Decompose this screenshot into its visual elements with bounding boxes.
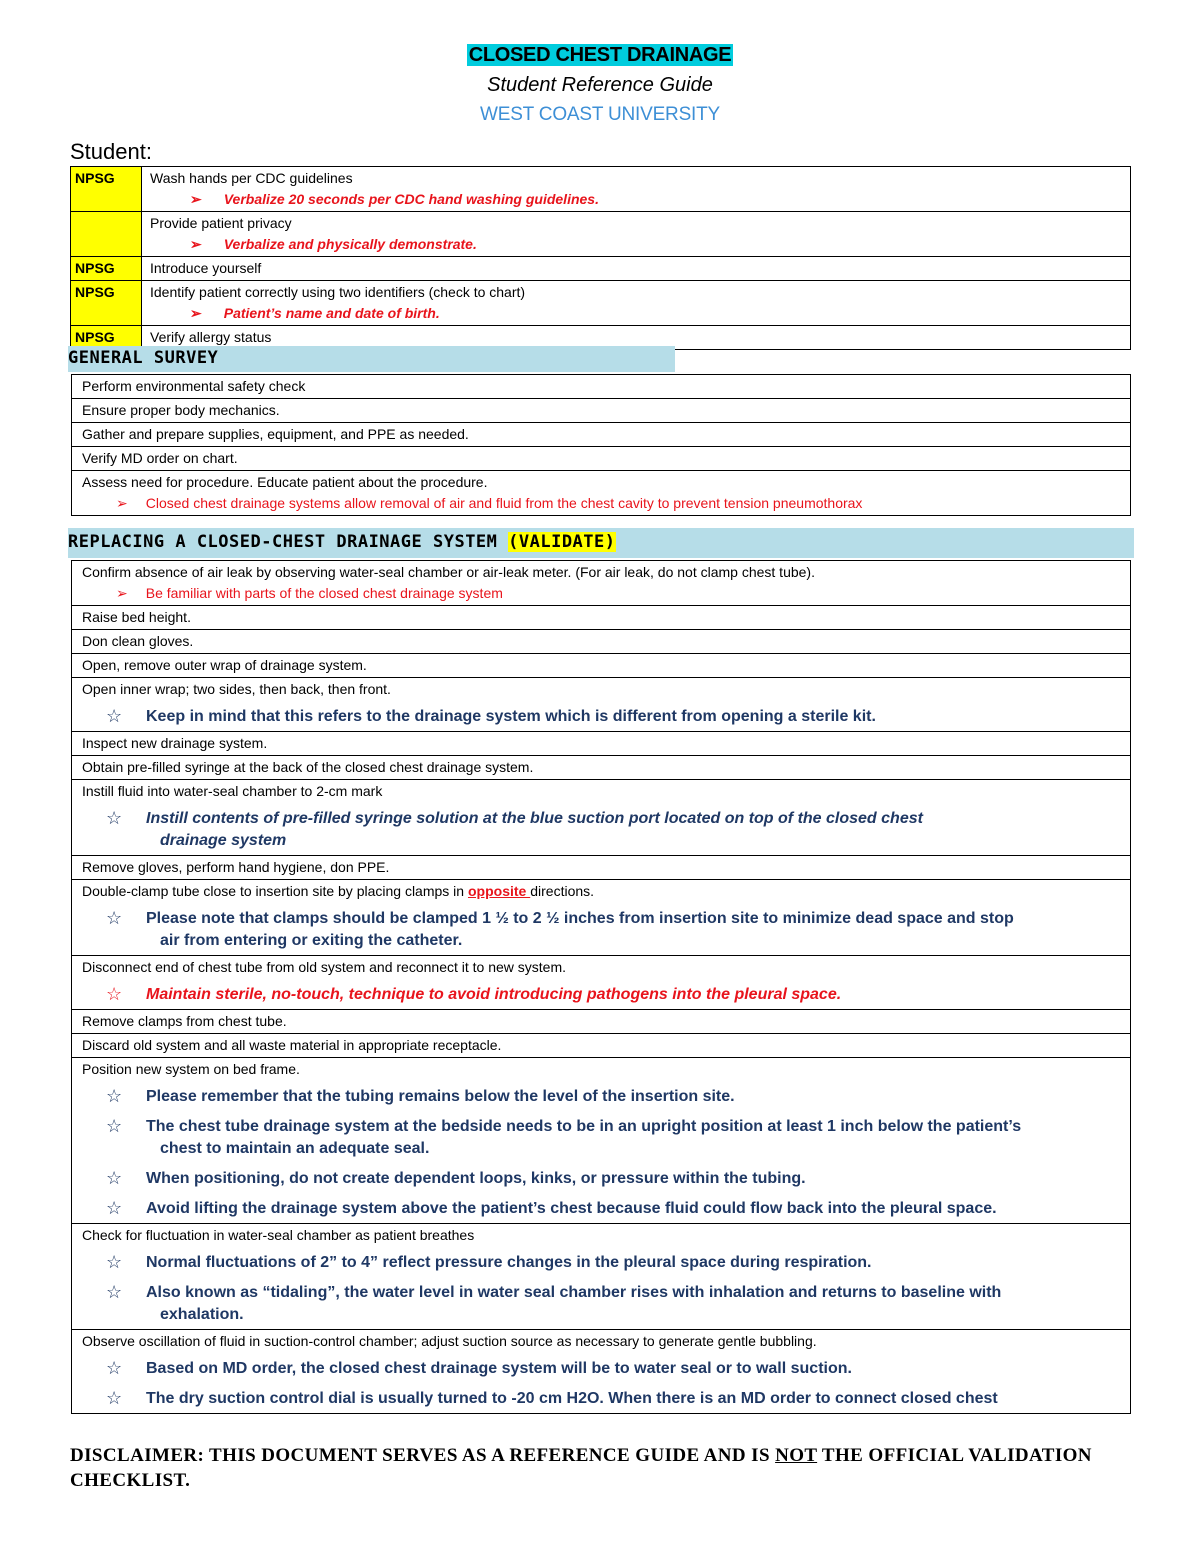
checklist-item: Discard old system and all waste material in appropriate receptacle. xyxy=(72,1034,1131,1058)
table-row xyxy=(72,561,1131,606)
checklist-item: Provide patient privacy ➢ Verbalize and physically demonstrate. xyxy=(142,212,1131,257)
table-row xyxy=(72,732,1131,756)
star-icon: ☆ xyxy=(106,1168,123,1188)
section-heading-replacing: REPLACING A CLOSED-CHEST DRAINAGE SYSTEM (VALIDATE) xyxy=(68,528,1134,558)
npsg-tag: NPSG xyxy=(71,326,142,350)
document-subtitle: Student Reference Guide xyxy=(487,74,713,96)
table-row xyxy=(72,1010,1131,1034)
checklist-item: Disconnect end of chest tube from old system and reconnect it to new system. ☆ Maintain sterile, no-touch, technique to avoid introducing pathogens into the pleural space. xyxy=(72,956,1131,1010)
disclaimer: DISCLAIMER: THIS DOCUMENT SERVES AS A REFERENCE GUIDE AND IS NOT THE OFFICIAL VALIDATION CHECKLIST. xyxy=(70,1445,1092,1491)
general-survey-table xyxy=(71,374,1131,516)
star-icon: ☆ xyxy=(106,808,123,828)
table-row xyxy=(72,1330,1131,1414)
star-icon: ☆ xyxy=(106,1198,123,1218)
star-icon: ☆ xyxy=(106,1116,123,1136)
checklist-item: Gather and prepare supplies, equipment, and PPE as needed. xyxy=(72,423,1131,447)
checklist-item: Ensure proper body mechanics. xyxy=(72,399,1131,423)
checklist-item: Remove clamps from chest tube. xyxy=(72,1010,1131,1034)
star-icon: ☆ xyxy=(106,1358,123,1378)
replacing-table xyxy=(71,560,1131,1414)
table-row xyxy=(71,281,1131,326)
checklist-item: Position new system on bed frame. ☆ Please remember that the tubing remains below the level of the insertion site. ☆ The chest tube drainage system at the bedside needs to be in an upright position at least 1 inch below the patient’s chest to maintain an adequate seal. ☆ When positioning, do not create dependent loops, kinks, or pressure within the tubing. ☆ Avoid lifting the drainage system above the patient’s chest because fluid could flow back into the pleural space. xyxy=(72,1058,1131,1224)
checklist-item: Perform environmental safety check xyxy=(72,375,1131,399)
opposite-emphasis: opposite xyxy=(467,883,531,899)
table-row xyxy=(72,1034,1131,1058)
npsg-tag: NPSG xyxy=(71,167,142,212)
table-row xyxy=(71,212,1131,257)
checklist-item: Remove gloves, perform hand hygiene, don PPE. xyxy=(72,856,1131,880)
star-icon: ☆ xyxy=(106,984,123,1004)
table-row xyxy=(72,880,1131,956)
star-icon: ☆ xyxy=(106,1282,123,1302)
arrow-bullet-icon: ➢ xyxy=(190,236,202,252)
npsg-table xyxy=(70,166,1131,350)
checklist-item: Don clean gloves. xyxy=(72,630,1131,654)
table-row xyxy=(72,780,1131,856)
star-icon: ☆ xyxy=(106,1252,123,1272)
table-row xyxy=(72,956,1131,1010)
checklist-item: Open, remove outer wrap of drainage system. xyxy=(72,654,1131,678)
table-row xyxy=(71,257,1131,281)
table-row xyxy=(72,1058,1131,1224)
university-name: WEST COAST UNIVERSITY xyxy=(479,104,721,125)
npsg-tag: NPSG xyxy=(71,281,142,326)
checklist-item: Open inner wrap; two sides, then back, then front. ☆ Keep in mind that this refers to the drainage system which is different from opening a sterile kit. xyxy=(72,678,1131,732)
arrow-bullet-icon: ➢ xyxy=(116,495,128,511)
table-row xyxy=(72,630,1131,654)
table-row xyxy=(72,375,1131,399)
checklist-item: Raise bed height. xyxy=(72,606,1131,630)
checklist-item: Verify MD order on chart. xyxy=(72,447,1131,471)
star-icon: ☆ xyxy=(106,1086,123,1106)
checklist-item: Observe oscillation of fluid in suction-control chamber; adjust suction source as necessary to generate gentle bubbling. ☆ Based on MD order, the closed chest drainage system will be to water seal or to wall suction. ☆ The dry suction control dial is usually turned to -20 cm H2O. When there is an MD order to connect closed chest xyxy=(72,1330,1131,1414)
npsg-tag xyxy=(71,212,142,257)
checklist-item: Inspect new drainage system. xyxy=(72,732,1131,756)
section-heading-general-survey: GENERAL SURVEY xyxy=(68,346,675,372)
star-icon: ☆ xyxy=(106,1388,123,1408)
table-row xyxy=(72,756,1131,780)
checklist-item: Introduce yourself xyxy=(142,257,1131,281)
table-row xyxy=(72,606,1131,630)
table-row xyxy=(72,678,1131,732)
student-label: Student: xyxy=(70,139,152,164)
checklist-item: Obtain pre-filled syringe at the back of the closed chest drainage system. xyxy=(72,756,1131,780)
table-row xyxy=(72,471,1131,516)
star-icon: ☆ xyxy=(106,706,123,726)
table-row xyxy=(72,856,1131,880)
checklist-item: Check for fluctuation in water-seal chamber as patient breathes ☆ Normal fluctuations of 2” to 4” reflect pressure changes in the pleural space during respiration. ☆ Also known as “tidaling”, the water level in water seal chamber rises with inhalation and returns to baseline with exhalation. xyxy=(72,1224,1131,1330)
checklist-item: Confirm absence of air leak by observing water-seal chamber or air-leak meter. (For air leak, do not clamp chest tube). ➢ Be familiar with parts of the closed chest drainage system xyxy=(72,561,1131,606)
checklist-item: Instill fluid into water-seal chamber to 2-cm mark ☆ Instill contents of pre-filled syringe solution at the blue suction port located on top of the closed chest drainage system xyxy=(72,780,1131,856)
not-emphasis: NOT xyxy=(775,1445,818,1466)
table-row xyxy=(72,654,1131,678)
checklist-item: Assess need for procedure. Educate patient about the procedure. ➢ Closed chest drainage systems allow removal of air and fluid from the chest cavity to prevent tension pneumothorax xyxy=(72,471,1131,516)
star-icon: ☆ xyxy=(106,908,123,928)
arrow-bullet-icon: ➢ xyxy=(190,305,202,321)
checklist-item: Double-clamp tube close to insertion site by placing clamps in opposite directions. ☆ Please note that clamps should be clamped 1 ½ to 2 ½ inches from insertion site to minimize dead space and stop air from entering or exiting the catheter. xyxy=(72,880,1131,956)
document-title: CLOSED CHEST DRAINAGE xyxy=(468,44,732,66)
checklist-item: Wash hands per CDC guidelines ➢ Verbalize 20 seconds per CDC hand washing guidelines. xyxy=(142,167,1131,212)
table-row xyxy=(72,447,1131,471)
table-row xyxy=(72,1224,1131,1330)
table-row xyxy=(72,399,1131,423)
checklist-item: Verify allergy status xyxy=(142,326,1131,350)
checklist-item: Identify patient correctly using two identifiers (check to chart) ➢ Patient’s name and date of birth. xyxy=(142,281,1131,326)
arrow-bullet-icon: ➢ xyxy=(116,585,128,601)
table-row xyxy=(71,167,1131,212)
validate-tag: (VALIDATE) xyxy=(508,532,616,552)
npsg-tag: NPSG xyxy=(71,257,142,281)
arrow-bullet-icon: ➢ xyxy=(190,191,202,207)
table-row xyxy=(72,423,1131,447)
